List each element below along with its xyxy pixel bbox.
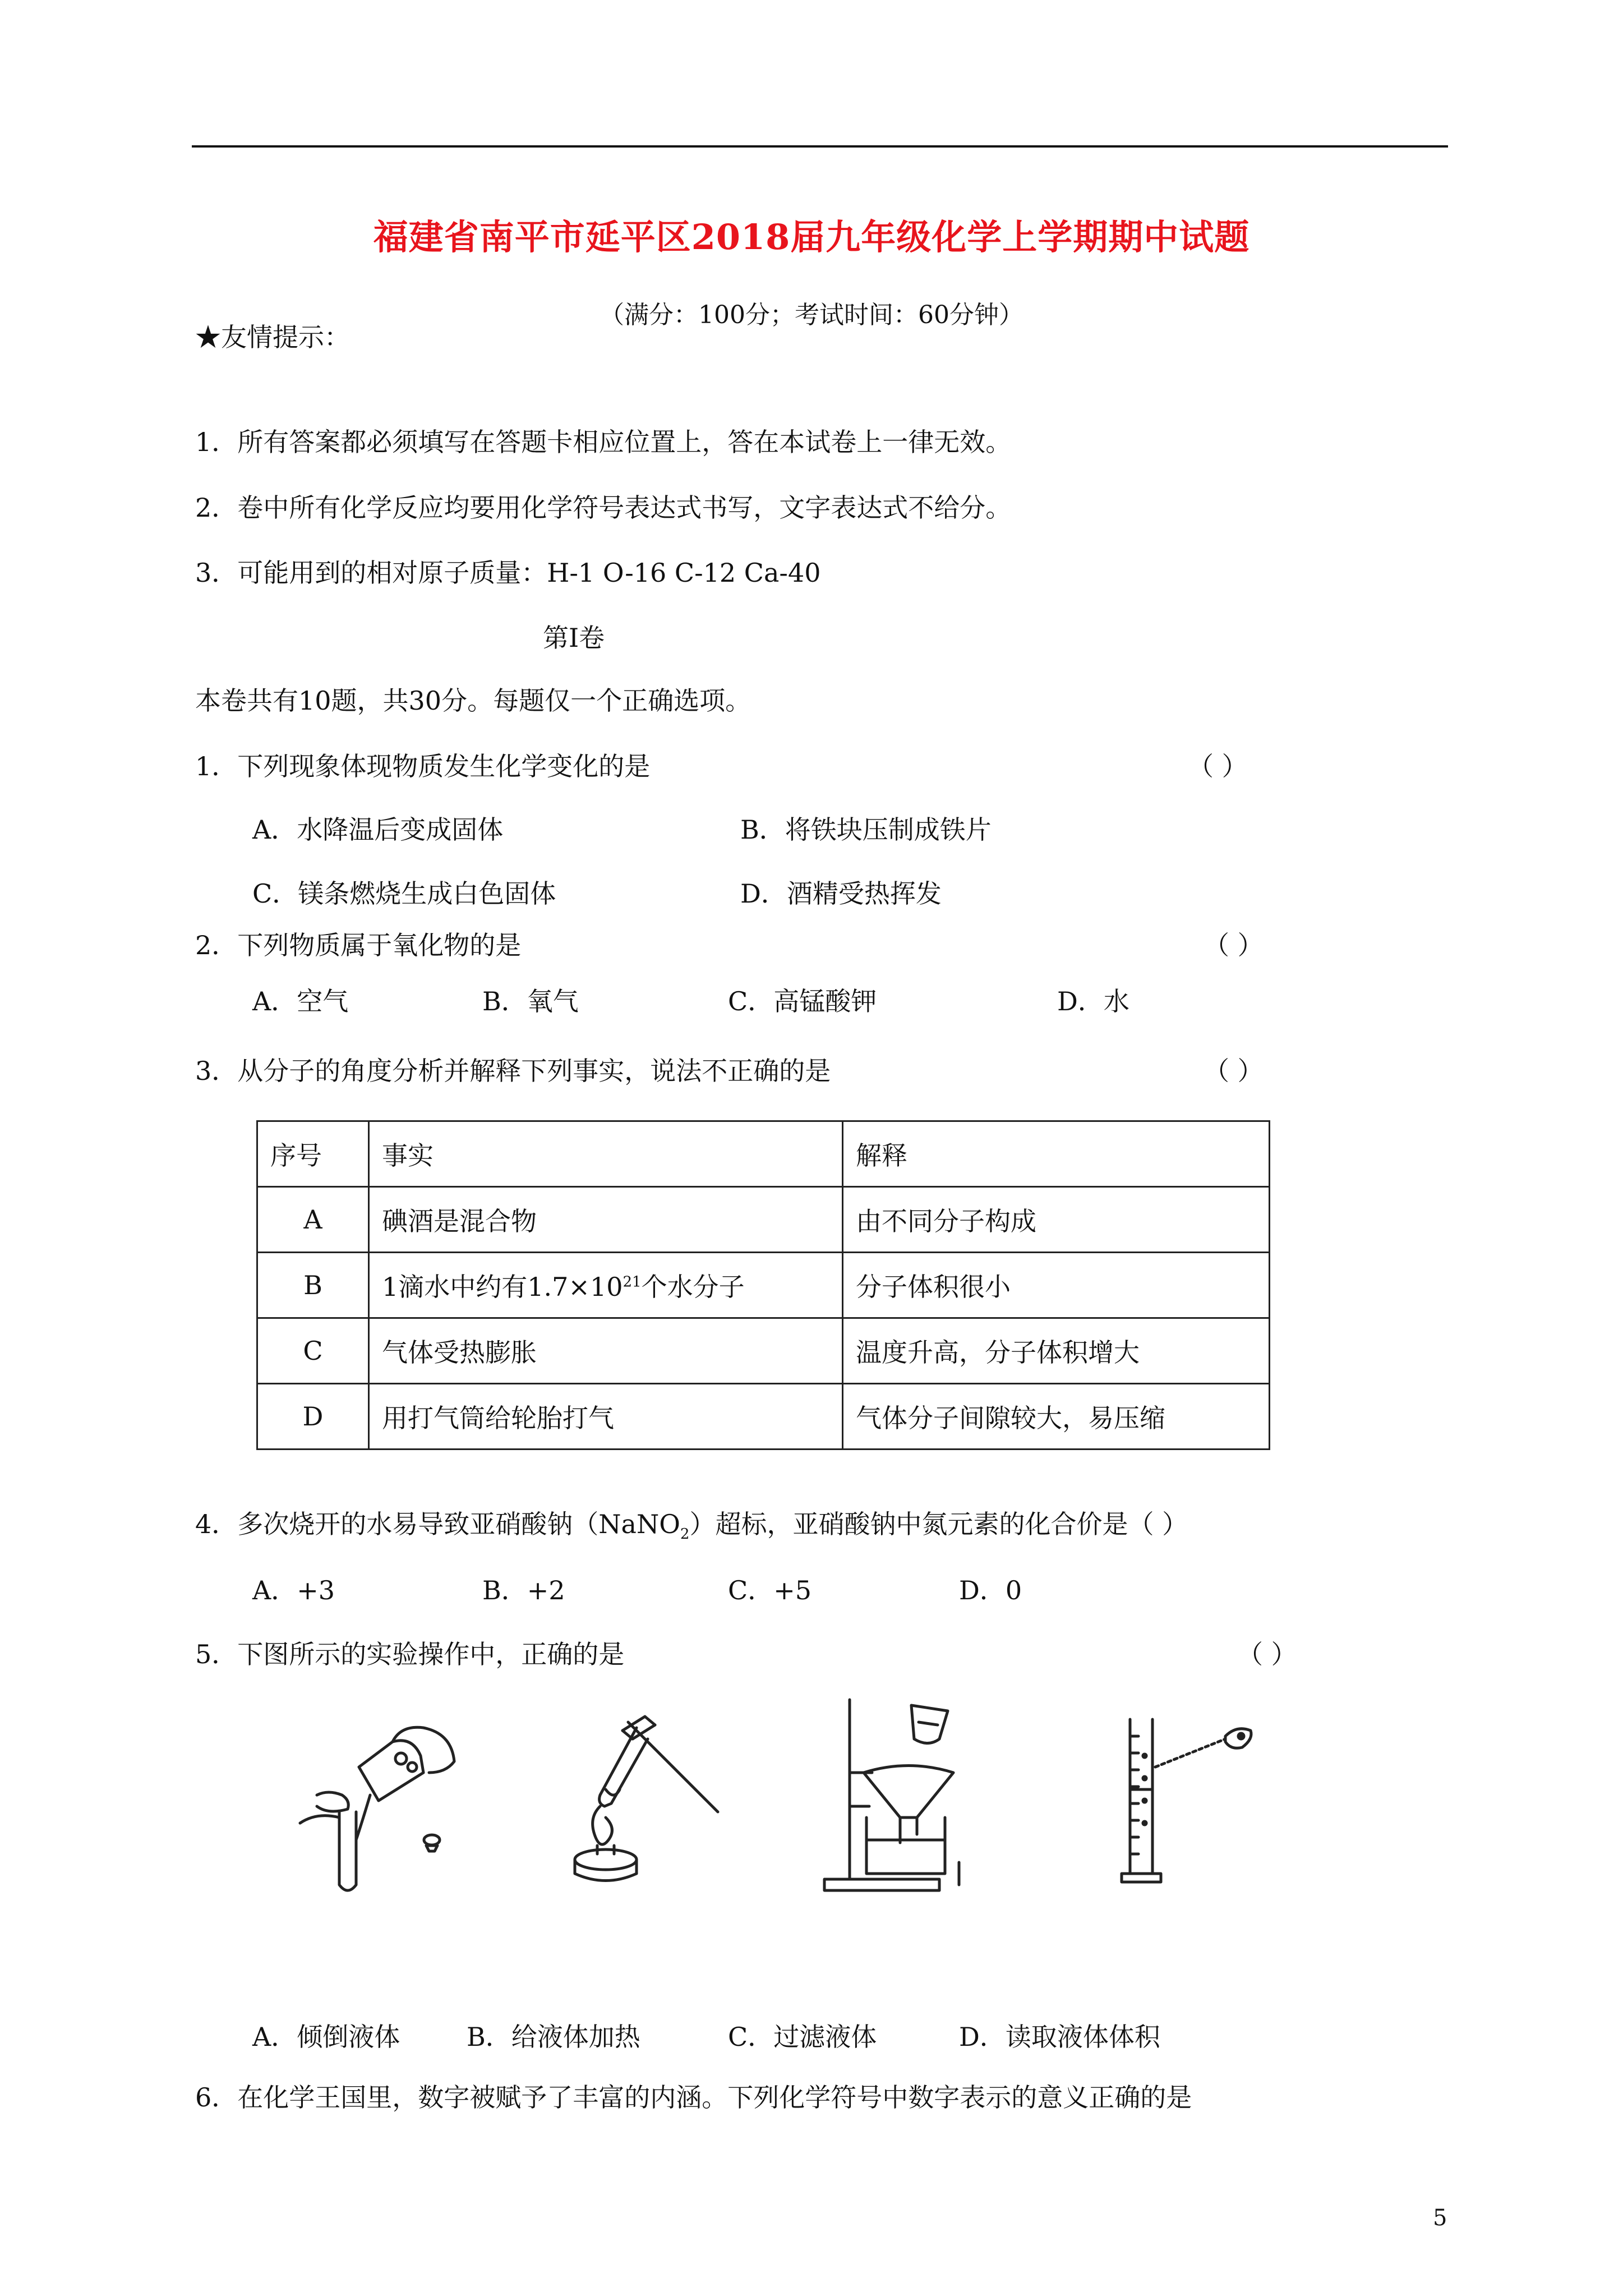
table-header-cell: 解释 [843,1121,1270,1187]
q2-option-c: C．高锰酸钾 [728,986,877,1016]
q5-answer-paren: （ ） [1237,1639,1297,1669]
q1-option-d: D．酒精受热挥发 [740,878,942,909]
table-cell-id: A [257,1187,369,1253]
table-row [257,1253,1270,1318]
q6-stem: 6．在化学王国里，数字被赋予了丰富的内涵。下列化学符号中数字表示的意义正确的是 [195,2082,1192,2113]
q1-answer-paren: （ ） [1188,751,1248,781]
fact-text: 1滴水中约有1.7×10 [382,1272,623,1302]
fact-text-tail: 个水分子 [641,1272,745,1302]
table-cell-explain: 分子体积很小 [843,1253,1270,1318]
tip-item-2: 2．卷中所有化学反应均要用化学符号表达式书写，文字表达式不给分。 [195,493,1012,523]
q5-option-d: D．读取液体体积 [959,2022,1160,2052]
table-row [257,1318,1270,1384]
q2-option-d: D．水 [1057,986,1129,1016]
q1-option-a: A．水降温后变成固体 [252,815,504,845]
section-title: 第Ⅰ卷 [543,623,605,653]
table-cell-explain: 温度升高，分子体积增大 [843,1318,1270,1384]
reading-cylinder-figure [1113,1705,1281,1896]
table-header-row [257,1121,1270,1187]
section-intro: 本卷共有10题，共30分。每题仅一个正确选项。 [195,685,751,716]
table-header-cell: 序号 [257,1121,369,1187]
q5-option-b: B．给液体加热 [467,2022,640,2052]
tips-heading: ★友情提示： [195,322,350,352]
table-row [257,1187,1270,1253]
q5-stem: 5．下图所示的实验操作中，正确的是 [195,1639,625,1669]
q5-option-c: C．过滤液体 [728,2022,877,2052]
header-rule [192,145,1448,148]
q2-answer-paren: （ ） [1204,930,1264,960]
q3-stem: 3．从分子的角度分析并解释下列事实，说法不正确的是 [195,1056,831,1086]
table-cell-id: D [257,1384,369,1450]
tip-item-3: 3．可能用到的相对原子质量：H-1 O-16 C-12 Ca-40 [195,558,821,588]
q4-stem-tail: ）超标，亚硝酸钠中氮元素的化合价是（ ） [689,1509,1188,1539]
q3-facts-table [256,1120,1270,1450]
pouring-liquid-figure [294,1711,463,1896]
tip-item-1: 1．所有答案都必须填写在答题卡相应位置上，答在本试卷上一律无效。 [195,427,1012,457]
page-number: 5 [1433,2205,1447,2231]
table-row [257,1384,1270,1450]
q4-option-a: A．+3 [252,1575,335,1605]
q4-formula-subscript: 2 [680,1526,690,1543]
q4-option-b: B．+2 [482,1575,565,1605]
heating-liquid-figure [566,1705,735,1890]
q2-stem: 2．下列物质属于氧化物的是 [195,930,522,960]
q2-option-a: A．空气 [252,986,349,1016]
table-cell-fact [369,1253,843,1318]
q4-stem [195,1509,1188,1543]
q5-option-a: A．倾倒液体 [252,2022,400,2052]
q1-option-b: B．将铁块压制成铁片 [740,815,992,845]
exam-title: 福建省南平市延平区2018届九年级化学上学期期中试题 [373,217,1250,257]
table-cell-fact: 气体受热膨胀 [369,1318,843,1384]
table-header-cell: 事实 [369,1121,843,1187]
q3-answer-paren: （ ） [1204,1056,1264,1086]
table-cell-id: C [257,1318,369,1384]
q4-stem-text: 4．多次烧开的水易导致亚硝酸钠（NaNO [195,1509,680,1539]
table-cell-fact: 碘酒是混合物 [369,1187,843,1253]
q1-option-c: C．镁条燃烧生成白色固体 [252,878,556,909]
exam-subtitle: （满分：100分；考试时间：60分钟） [600,301,1023,329]
filtering-figure [819,1694,987,1902]
q2-option-b: B．氧气 [482,986,579,1016]
table-cell-explain: 由不同分子构成 [843,1187,1270,1253]
q1-stem: 1．下列现象体现物质发生化学变化的是 [195,751,651,781]
q4-option-d: D．0 [959,1575,1022,1605]
table-cell-explain: 气体分子间隙较大，易压缩 [843,1384,1270,1450]
table-cell-id: B [257,1253,369,1318]
q4-option-c: C．+5 [728,1575,812,1605]
fact-exponent: 21 [623,1273,642,1291]
table-cell-fact: 用打气筒给轮胎打气 [369,1384,843,1450]
